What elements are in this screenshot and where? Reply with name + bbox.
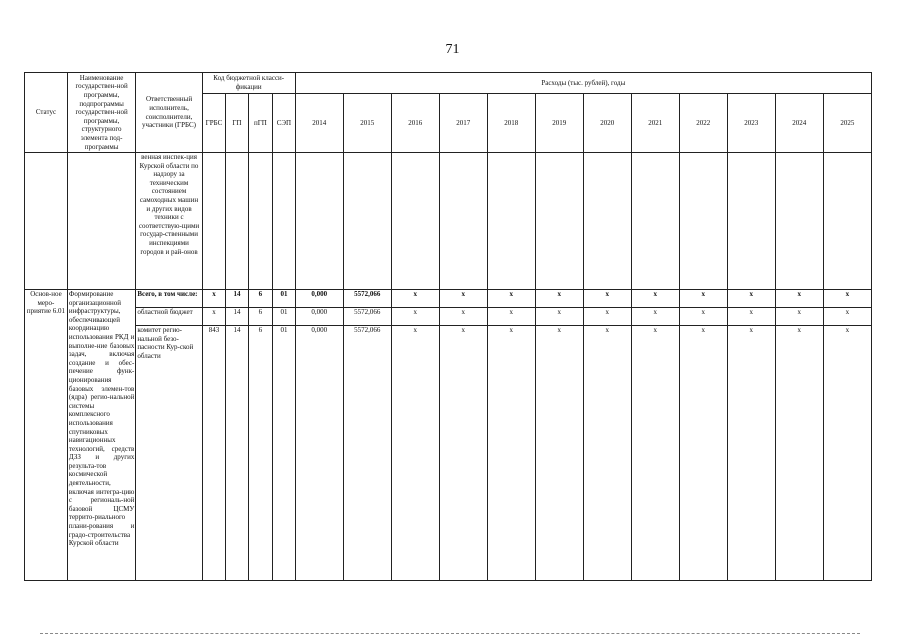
header-year: 2025 (823, 94, 871, 153)
cell-value: х (727, 308, 775, 326)
header-year: 2015 (343, 94, 391, 153)
cell-grbs: х (202, 290, 225, 308)
header-code-col: ГРБС (202, 94, 225, 153)
cell-value: 5572,066 (343, 290, 391, 308)
cell-grbs: х (202, 308, 225, 326)
cell-value: х (823, 308, 871, 326)
cell-value: х (391, 290, 439, 308)
measure-name: Формирование организационной инфраструктуры, обеспечивающей координацию использования РКД и выполне-ние базовых задач, включая создание и обес-печение функ-ционирования базовых элемен-тов (ядра) регио-нальной системы комплексного использования спутниковых навигационных технологий, средств ДЗЗ и других результа-тов космической деятельности, включая интегра-цию с региональ-ной базовой ЦСМУ террито-риального плани-рования и градо-строительства Курской области (67, 290, 135, 581)
cell-value: х (727, 290, 775, 308)
cell-value: х (631, 290, 679, 308)
header-year: 2023 (727, 94, 775, 153)
header-year: 2018 (487, 94, 535, 153)
cell-value: 0,000 (295, 308, 343, 326)
cell-value: х (727, 326, 775, 581)
cell-sep: 01 (273, 308, 296, 326)
header-year: 2024 (775, 94, 823, 153)
cell-pgp: 6 (248, 290, 273, 308)
row-responsible: Всего, в том числе: (136, 290, 202, 308)
cell-value: х (679, 326, 727, 581)
cell-sep: 01 (273, 290, 296, 308)
header-year: 2016 (391, 94, 439, 153)
cell-value: х (535, 326, 583, 581)
header-expenses: Расходы (тыс. рублей), годы (295, 73, 871, 94)
cell-value: х (823, 290, 871, 308)
cell-value: 0,000 (295, 326, 343, 581)
cell-pgp: 6 (248, 326, 273, 581)
cell-value: х (487, 308, 535, 326)
header-budget-code: Код бюджетной класси-фикации (202, 73, 295, 94)
cell-value: 5572,066 (343, 308, 391, 326)
cell-value: х (487, 326, 535, 581)
budget-table (24, 72, 872, 581)
cell-grbs: 843 (202, 326, 225, 581)
cell-value: 5572,066 (343, 326, 391, 581)
header-year: 2022 (679, 94, 727, 153)
header-name: Наименование государствен-ной программы, подпрограммы государствен-ной программы, структурного элемента под-программы (67, 73, 135, 153)
scan-edge-artifact (40, 633, 860, 634)
cell-value: х (775, 290, 823, 308)
header-year: 2017 (439, 94, 487, 153)
cell-sep: 01 (273, 326, 296, 581)
cell-pgp: 6 (248, 308, 273, 326)
cell-gp: 14 (226, 326, 248, 581)
cell-value: х (583, 326, 631, 581)
cell-value: х (487, 290, 535, 308)
cell-gp: 14 (226, 308, 248, 326)
header-year: 2014 (295, 94, 343, 153)
cell-value: х (679, 290, 727, 308)
header-year: 2019 (535, 94, 583, 153)
header-status: Статус (25, 73, 68, 153)
cell-value: х (439, 326, 487, 581)
header-year: 2020 (583, 94, 631, 153)
table-row-continuation (25, 153, 872, 290)
cell-value: х (775, 326, 823, 581)
header-responsible: Ответственный исполнитель, соисполнители, участники (ГРБС) (136, 73, 202, 153)
cell-value: х (439, 308, 487, 326)
cell-value: х (823, 326, 871, 581)
continuation-responsible: венная инспек-ция Курской области по надзору за техническим состоянием самоходных машин и других видов техники с соответствую-щими государ-ственными инспекциями городов и рай-онов (136, 153, 202, 290)
row-responsible: комитет регио-нальной безо-пасности Кур-ской области (136, 326, 202, 581)
table-row-total (25, 290, 872, 308)
cell-gp: 14 (226, 290, 248, 308)
measure-status: Основ-ное меро-приятие 6.01 (25, 290, 68, 581)
header-code-col: пГП (248, 94, 273, 153)
page-number: 71 (445, 42, 460, 57)
cell-value: х (391, 326, 439, 581)
cell-value: 0,000 (295, 290, 343, 308)
cell-value: х (391, 308, 439, 326)
cell-value: х (775, 308, 823, 326)
cell-value: х (535, 290, 583, 308)
cell-value: х (583, 308, 631, 326)
cell-value: х (583, 290, 631, 308)
cell-value: х (679, 308, 727, 326)
cell-value: х (631, 308, 679, 326)
cell-value: х (631, 326, 679, 581)
header-code-col: ГП (226, 94, 248, 153)
row-responsible: областной бюджет (136, 308, 202, 326)
header-code-col: СЭП (273, 94, 296, 153)
table-row-regional-budget (25, 308, 872, 326)
cell-value: х (439, 290, 487, 308)
header-year: 2021 (631, 94, 679, 153)
cell-value: х (535, 308, 583, 326)
table-row-committee (25, 326, 872, 581)
